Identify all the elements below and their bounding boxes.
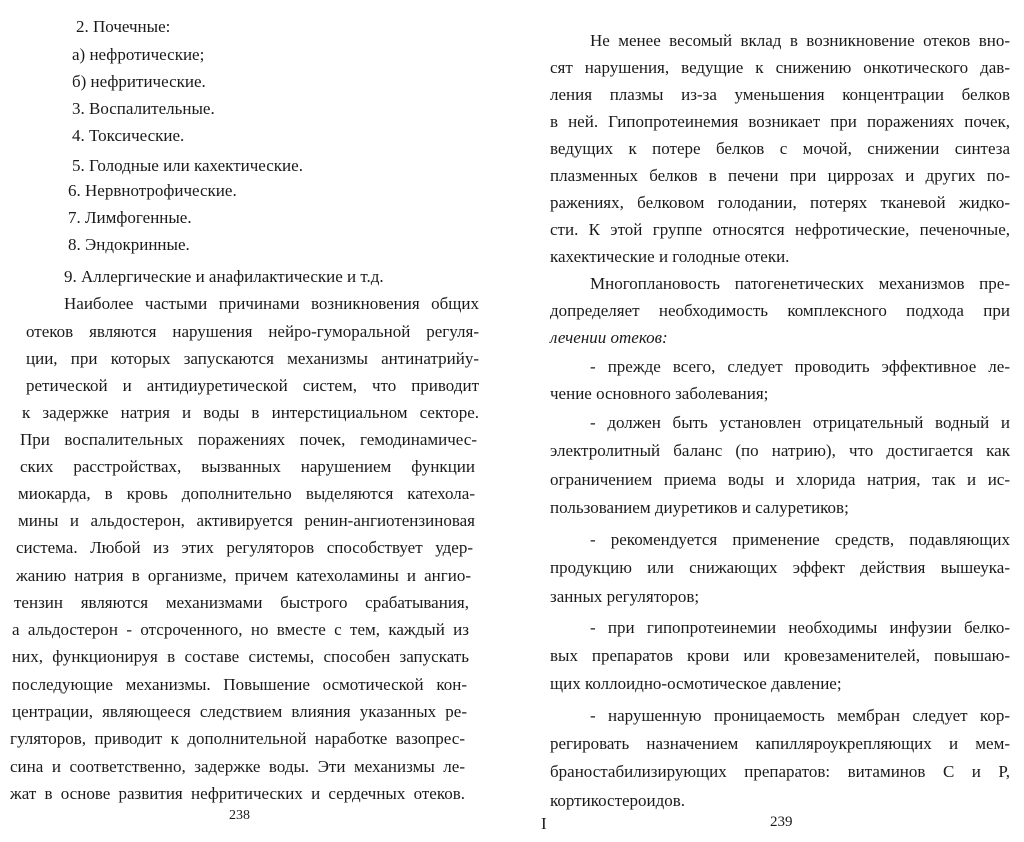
paragraph-line: к задержке натрия и воды в интерстициальном секторе. bbox=[22, 403, 479, 422]
paragraph-line: ретической и антидиуретической систем, что приводит bbox=[26, 376, 479, 395]
paragraph-line: ведущих к потере белков с мочой, снижении синтеза bbox=[550, 139, 1010, 158]
paragraph-line: гуляторов, приводит к дополнительной наработке вазопрес- bbox=[10, 729, 465, 748]
paragraph-line: - прежде всего, следует проводить эффективное ле- bbox=[590, 357, 1010, 376]
paragraph-line: ских расстройствах, вызванных нарушением функции bbox=[20, 457, 475, 476]
paragraph-line: ления плазмы из-за уменьшения концентрации белков bbox=[550, 85, 1010, 104]
paragraph-line: сти. К этой группе относятся нефротические, печеночные, bbox=[550, 220, 1010, 239]
page-number: 239 bbox=[770, 814, 793, 830]
list-item: 6. Нервнотрофические. bbox=[68, 181, 237, 200]
list-item: 3. Воспалительные. bbox=[72, 99, 215, 118]
paragraph-line: регировать назначением капилляроукрепляющих и мем- bbox=[550, 734, 1010, 753]
paragraph-line: - при гипопротеинемии необходимы инфузии белко- bbox=[590, 618, 1010, 637]
paragraph-line: ражениях, белковом голодании, потерях тканевой жидко- bbox=[550, 193, 1010, 212]
paragraph-line: браностабилизирующих препаратов: витаминов С и Р, bbox=[550, 762, 1010, 781]
italic-heading-text: лечении отеков: bbox=[550, 328, 668, 347]
paragraph-line: сина и соответственно, задержке воды. Эти механизмы ле- bbox=[10, 757, 465, 776]
list-item: 4. Токсические. bbox=[72, 126, 185, 145]
paragraph-line: жат в основе развития нефритических и сердечных отеков. bbox=[10, 784, 465, 803]
paragraph-line: Многоплановость патогенетических механизмов пре- bbox=[590, 274, 1010, 293]
paragraph-line: Не менее весомый вклад в возникновение отеков вно- bbox=[590, 31, 1010, 50]
paragraph-line: - должен быть установлен отрицательный водный и bbox=[590, 413, 1010, 432]
paragraph-line: продукцию или снижающих эффект действия вышеука- bbox=[550, 558, 1010, 577]
paragraph-line: сят нарушения, ведущие к снижению онкотического дав- bbox=[550, 58, 1010, 77]
paragraph-line: ограничением приема воды и хлорида натрия, так и ис- bbox=[550, 470, 1010, 489]
list-item: 5. Голодные или кахектические. bbox=[72, 156, 303, 175]
paragraph-line: жанию натрия в организме, причем катехоламины и ангио- bbox=[16, 566, 471, 585]
paragraph-line: отеков являются нарушения нейро-гуморальной регуля- bbox=[26, 322, 479, 341]
paragraph-line: миокарда, в кровь дополнительно выделяются катехола- bbox=[18, 484, 475, 503]
paragraph-line: При воспалительных поражениях почек, гемодинамичес- bbox=[20, 430, 477, 449]
margin-mark: I bbox=[541, 814, 547, 833]
list-item: 9. Аллергические и анафилактические и т.д. bbox=[64, 267, 384, 286]
paragraph-line: последующие механизмы. Повышение осмотической кон- bbox=[12, 675, 467, 694]
right-page bbox=[512, 0, 1024, 842]
list-item: б) нефритические. bbox=[72, 72, 206, 91]
paragraph-line: вых препаратов крови или кровезаменителей, повышаю- bbox=[550, 646, 1010, 665]
paragraph-line: допределяет необходимость комплексного подхода при bbox=[550, 301, 1010, 320]
left-page bbox=[0, 0, 500, 842]
list-item: 8. Эндокринные. bbox=[68, 235, 190, 254]
paragraph-line: система. Любой из этих регуляторов способствует удер- bbox=[16, 538, 473, 557]
paragraph-line: занных регуляторов; bbox=[550, 587, 700, 606]
paragraph-line: плазменных белков в печени при циррозах и других по- bbox=[550, 166, 1010, 185]
list-item: 7. Лимфогенные. bbox=[68, 208, 192, 227]
paragraph-line: кортикостероидов. bbox=[550, 791, 686, 810]
paragraph-line: чение основного заболевания; bbox=[550, 384, 769, 403]
paragraph-line: мины и альдостерон, активируется ренин-ангиотензиновая bbox=[18, 511, 475, 530]
paragraph-line: - нарушенную проницаемость мембран следует кор- bbox=[590, 706, 1010, 725]
paragraph-line: ции, при которых запускаются механизмы антинатрийу- bbox=[26, 349, 479, 368]
italic-heading bbox=[550, 328, 668, 348]
paragraph-line: центрации, являющееся следствием влияния указанных ре- bbox=[12, 702, 467, 721]
paragraph-line: - рекомендуется применение средств, подавляющих bbox=[590, 530, 1010, 549]
paragraph-line: щих коллоидно-осмотическое давление; bbox=[550, 674, 842, 693]
paragraph-line: пользованием диуретиков и салуретиков; bbox=[550, 498, 849, 517]
paragraph-line: электролитный баланс (по натрию), что достигается как bbox=[550, 441, 1010, 460]
paragraph-line: Наиболее частыми причинами возникновения общих bbox=[64, 294, 479, 313]
paragraph-line: тензин являются механизмами быстрого срабатывания, bbox=[14, 593, 469, 612]
paragraph-line: кахектические и голодные отеки. bbox=[550, 247, 790, 266]
paragraph-line: в ней. Гипопротеинемия возникает при поражениях почек, bbox=[550, 112, 1010, 131]
list-item: 2. Почечные: bbox=[76, 17, 171, 36]
page-number: 238 bbox=[229, 808, 250, 823]
paragraph-line: них, функционируя в составе системы, способен запускать bbox=[12, 647, 469, 666]
paragraph-line: а альдостерон - отсроченного, но вместе с тем, каждый из bbox=[12, 620, 469, 639]
list-item: а) нефротические; bbox=[72, 45, 205, 64]
